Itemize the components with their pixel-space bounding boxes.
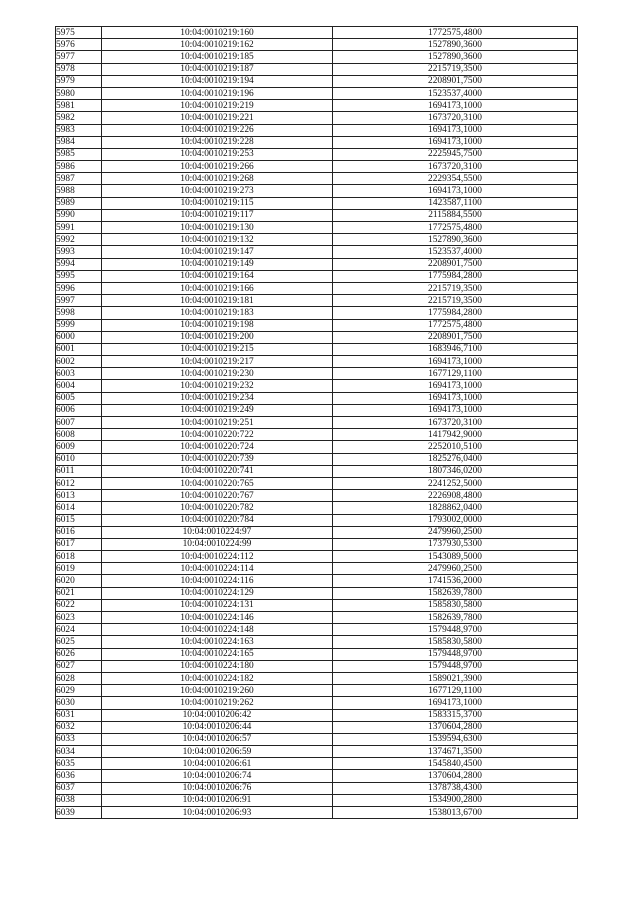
table-row	[56, 477, 578, 489]
row-number-cell: 5996	[56, 282, 102, 294]
table-row	[56, 575, 578, 587]
row-number-cell: 6007	[56, 417, 102, 429]
cadastral-value-cell: 1775984,2800	[333, 307, 578, 319]
cadastral-value-cell: 1793002,0000	[333, 514, 578, 526]
row-number-cell: 5987	[56, 173, 102, 185]
cadastral-number-cell: 10:04:0010219:228	[102, 136, 333, 148]
table-row	[56, 794, 578, 806]
row-number-cell: 6006	[56, 404, 102, 416]
cadastral-number-cell: 10:04:0010219:200	[102, 331, 333, 343]
cadastral-value-cell: 2229354,5500	[333, 173, 578, 185]
cadastral-number-cell: 10:04:0010219:253	[102, 148, 333, 160]
cadastral-value-cell: 1585830,5800	[333, 599, 578, 611]
row-number-cell: 6000	[56, 331, 102, 343]
cadastral-number-cell: 10:04:0010219:249	[102, 404, 333, 416]
row-number-cell: 6029	[56, 685, 102, 697]
table-row	[56, 63, 578, 75]
table-row	[56, 270, 578, 282]
cadastral-number-cell: 10:04:0010219:164	[102, 270, 333, 282]
row-number-cell: 5977	[56, 51, 102, 63]
table-row	[56, 758, 578, 770]
cadastral-number-cell: 10:04:0010220:722	[102, 429, 333, 441]
table-row	[56, 770, 578, 782]
row-number-cell: 6018	[56, 551, 102, 563]
row-number-cell: 6014	[56, 502, 102, 514]
table-row	[56, 624, 578, 636]
cadastral-value-cell: 2226908,4800	[333, 490, 578, 502]
table-row	[56, 709, 578, 721]
cadastral-number-cell: 10:04:0010219:266	[102, 161, 333, 173]
cadastral-value-cell: 1825276,0400	[333, 453, 578, 465]
cadastral-number-cell: 10:04:0010224:180	[102, 660, 333, 672]
row-number-cell: 5979	[56, 75, 102, 87]
cadastral-number-cell: 10:04:0010219:260	[102, 685, 333, 697]
row-number-cell: 6030	[56, 697, 102, 709]
cadastral-number-cell: 10:04:0010206:44	[102, 721, 333, 733]
row-number-cell: 5992	[56, 234, 102, 246]
cadastral-number-cell: 10:04:0010219:160	[102, 27, 333, 39]
table-row	[56, 356, 578, 368]
table-row	[56, 502, 578, 514]
table-row	[56, 319, 578, 331]
cadastral-value-cell: 1775984,2800	[333, 270, 578, 282]
cadastral-value-cell: 1378738,4300	[333, 782, 578, 794]
table-row	[56, 100, 578, 112]
row-number-cell: 6033	[56, 733, 102, 745]
table-row	[56, 295, 578, 307]
row-number-cell: 6034	[56, 746, 102, 758]
cadastral-value-cell: 1539594,6300	[333, 733, 578, 745]
cadastral-number-cell: 10:04:0010224:146	[102, 612, 333, 624]
cadastral-number-cell: 10:04:0010219:147	[102, 246, 333, 258]
cadastral-value-cell: 1585830,5800	[333, 636, 578, 648]
cadastral-value-cell: 1543089,5000	[333, 551, 578, 563]
table-row	[56, 563, 578, 575]
table-row	[56, 648, 578, 660]
row-number-cell: 6020	[56, 575, 102, 587]
row-number-cell: 6036	[56, 770, 102, 782]
cadastral-value-cell: 1523537,4000	[333, 87, 578, 99]
cadastral-value-cell: 2252010,5100	[333, 441, 578, 453]
cadastral-value-cell: 2208901,7500	[333, 331, 578, 343]
row-number-cell: 5993	[56, 246, 102, 258]
row-number-cell: 5989	[56, 197, 102, 209]
table-row	[56, 112, 578, 124]
row-number-cell: 5990	[56, 209, 102, 221]
table-row	[56, 636, 578, 648]
row-number-cell: 6004	[56, 380, 102, 392]
cadastral-number-cell: 10:04:0010219:183	[102, 307, 333, 319]
cadastral-value-cell: 1534900,2800	[333, 794, 578, 806]
row-number-cell: 5983	[56, 124, 102, 136]
cadastral-value-cell: 1370604,2800	[333, 721, 578, 733]
cadastral-number-cell: 10:04:0010224:165	[102, 648, 333, 660]
cadastral-value-cell: 2215719,3500	[333, 282, 578, 294]
row-number-cell: 5995	[56, 270, 102, 282]
table-row	[56, 343, 578, 355]
cadastral-number-cell: 10:04:0010206:61	[102, 758, 333, 770]
cadastral-value-cell: 1677129,1100	[333, 368, 578, 380]
cadastral-number-cell: 10:04:0010219:187	[102, 63, 333, 75]
row-number-cell: 6024	[56, 624, 102, 636]
cadastral-value-cell: 1694173,1000	[333, 356, 578, 368]
cadastral-number-cell: 10:04:0010220:741	[102, 465, 333, 477]
cadastral-number-cell: 10:04:0010224:148	[102, 624, 333, 636]
cadastral-number-cell: 10:04:0010219:117	[102, 209, 333, 221]
cadastral-number-cell: 10:04:0010224:112	[102, 551, 333, 563]
row-number-cell: 6022	[56, 599, 102, 611]
row-number-cell: 5980	[56, 87, 102, 99]
cadastral-number-cell: 10:04:0010206:57	[102, 733, 333, 745]
row-number-cell: 5991	[56, 222, 102, 234]
table-row	[56, 161, 578, 173]
cadastral-number-cell: 10:04:0010219:226	[102, 124, 333, 136]
cadastral-value-cell: 1370604,2800	[333, 770, 578, 782]
cadastral-number-cell: 10:04:0010219:251	[102, 417, 333, 429]
row-number-cell: 6025	[56, 636, 102, 648]
cadastral-value-cell: 1673720,3100	[333, 161, 578, 173]
table-row	[56, 282, 578, 294]
table-row	[56, 75, 578, 87]
row-number-cell: 6005	[56, 392, 102, 404]
cadastral-value-cell: 1694173,1000	[333, 136, 578, 148]
table-row	[56, 514, 578, 526]
row-number-cell: 5981	[56, 100, 102, 112]
cadastral-number-cell: 10:04:0010219:198	[102, 319, 333, 331]
row-number-cell: 5975	[56, 27, 102, 39]
row-number-cell: 5976	[56, 39, 102, 51]
table-row	[56, 124, 578, 136]
row-number-cell: 5997	[56, 295, 102, 307]
table-row	[56, 368, 578, 380]
row-number-cell: 6021	[56, 587, 102, 599]
cadastral-number-cell: 10:04:0010220:767	[102, 490, 333, 502]
cadastral-value-cell: 1673720,3100	[333, 112, 578, 124]
row-number-cell: 6017	[56, 538, 102, 550]
cadastral-value-cell: 1694173,1000	[333, 392, 578, 404]
cadastral-number-cell: 10:04:0010224:129	[102, 587, 333, 599]
row-number-cell: 5984	[56, 136, 102, 148]
cadastral-value-cell: 2215719,3500	[333, 63, 578, 75]
cadastral-number-cell: 10:04:0010224:131	[102, 599, 333, 611]
cadastral-value-cell: 1374671,3500	[333, 746, 578, 758]
cadastral-value-cell: 1694173,1000	[333, 100, 578, 112]
cadastral-number-cell: 10:04:0010219:162	[102, 39, 333, 51]
cadastral-number-cell: 10:04:0010224:99	[102, 538, 333, 550]
table-row	[56, 672, 578, 684]
table-row	[56, 173, 578, 185]
cadastral-value-cell: 1737930,5300	[333, 538, 578, 550]
cadastral-value-cell: 1673720,3100	[333, 417, 578, 429]
cadastral-number-cell: 10:04:0010220:765	[102, 477, 333, 489]
table-row	[56, 453, 578, 465]
cadastral-value-table	[55, 26, 578, 819]
cadastral-number-cell: 10:04:0010219:232	[102, 380, 333, 392]
cadastral-value-cell: 1772575,4800	[333, 319, 578, 331]
table-row	[56, 222, 578, 234]
row-number-cell: 6013	[56, 490, 102, 502]
table-row	[56, 660, 578, 672]
row-number-cell: 5986	[56, 161, 102, 173]
cadastral-number-cell: 10:04:0010224:182	[102, 672, 333, 684]
table-row	[56, 307, 578, 319]
cadastral-value-cell: 1527890,3600	[333, 234, 578, 246]
table-row	[56, 733, 578, 745]
row-number-cell: 6009	[56, 441, 102, 453]
table-row	[56, 197, 578, 209]
row-number-cell: 6026	[56, 648, 102, 660]
cadastral-value-cell: 2225945,7500	[333, 148, 578, 160]
cadastral-number-cell: 10:04:0010219:196	[102, 87, 333, 99]
table-row	[56, 209, 578, 221]
table-row	[56, 490, 578, 502]
cadastral-value-cell: 1582639,7800	[333, 587, 578, 599]
table-row	[56, 429, 578, 441]
cadastral-number-cell: 10:04:0010219:181	[102, 295, 333, 307]
cadastral-value-cell: 1694173,1000	[333, 697, 578, 709]
row-number-cell: 6032	[56, 721, 102, 733]
cadastral-value-cell: 1527890,3600	[333, 39, 578, 51]
cadastral-number-cell: 10:04:0010220:739	[102, 453, 333, 465]
cadastral-value-cell: 1694173,1000	[333, 404, 578, 416]
table-row	[56, 807, 578, 819]
table-row	[56, 234, 578, 246]
cadastral-value-cell: 1694173,1000	[333, 185, 578, 197]
row-number-cell: 5998	[56, 307, 102, 319]
cadastral-value-cell: 1423587,1100	[333, 197, 578, 209]
row-number-cell: 6028	[56, 672, 102, 684]
cadastral-value-cell: 1772575,4800	[333, 27, 578, 39]
cadastral-number-cell: 10:04:0010224:163	[102, 636, 333, 648]
table-row	[56, 185, 578, 197]
row-number-cell: 6039	[56, 807, 102, 819]
cadastral-value-cell: 1582639,7800	[333, 612, 578, 624]
cadastral-number-cell: 10:04:0010219:115	[102, 197, 333, 209]
table-row	[56, 587, 578, 599]
table-row	[56, 39, 578, 51]
row-number-cell: 6015	[56, 514, 102, 526]
table-row	[56, 612, 578, 624]
cadastral-number-cell: 10:04:0010219:230	[102, 368, 333, 380]
cadastral-value-cell: 1828862,0400	[333, 502, 578, 514]
table-row	[56, 599, 578, 611]
cadastral-number-cell: 10:04:0010224:116	[102, 575, 333, 587]
cadastral-value-cell: 1583315,3700	[333, 709, 578, 721]
table-row	[56, 782, 578, 794]
cadastral-number-cell: 10:04:0010219:132	[102, 234, 333, 246]
cadastral-value-cell: 1538013,6700	[333, 807, 578, 819]
cadastral-number-cell: 10:04:0010206:42	[102, 709, 333, 721]
row-number-cell: 6012	[56, 477, 102, 489]
table-row	[56, 538, 578, 550]
row-number-cell: 5982	[56, 112, 102, 124]
cadastral-number-cell: 10:04:0010219:166	[102, 282, 333, 294]
cadastral-value-cell: 1579448,9700	[333, 660, 578, 672]
cadastral-value-cell: 1772575,4800	[333, 222, 578, 234]
cadastral-number-cell: 10:04:0010219:234	[102, 392, 333, 404]
cadastral-value-cell: 1417942,9000	[333, 429, 578, 441]
cadastral-value-cell: 2115884,5500	[333, 209, 578, 221]
row-number-cell: 5978	[56, 63, 102, 75]
row-number-cell: 6008	[56, 429, 102, 441]
table-row	[56, 685, 578, 697]
row-number-cell: 6038	[56, 794, 102, 806]
cadastral-number-cell: 10:04:0010219:215	[102, 343, 333, 355]
table-row	[56, 526, 578, 538]
table-body	[56, 27, 578, 819]
table-row	[56, 148, 578, 160]
cadastral-value-cell: 1694173,1000	[333, 380, 578, 392]
table-row	[56, 465, 578, 477]
table-row	[56, 551, 578, 563]
cadastral-value-cell: 1523537,4000	[333, 246, 578, 258]
row-number-cell: 6037	[56, 782, 102, 794]
cadastral-number-cell: 10:04:0010224:97	[102, 526, 333, 538]
row-number-cell: 6027	[56, 660, 102, 672]
row-number-cell: 6003	[56, 368, 102, 380]
cadastral-value-cell: 1677129,1100	[333, 685, 578, 697]
cadastral-number-cell: 10:04:0010206:59	[102, 746, 333, 758]
row-number-cell: 5994	[56, 258, 102, 270]
cadastral-number-cell: 10:04:0010206:76	[102, 782, 333, 794]
table-row	[56, 721, 578, 733]
table-row	[56, 380, 578, 392]
row-number-cell: 6031	[56, 709, 102, 721]
cadastral-value-cell: 2208901,7500	[333, 258, 578, 270]
cadastral-value-cell: 2215719,3500	[333, 295, 578, 307]
cadastral-number-cell: 10:04:0010220:784	[102, 514, 333, 526]
cadastral-value-cell: 1589021,3900	[333, 672, 578, 684]
cadastral-number-cell: 10:04:0010220:782	[102, 502, 333, 514]
cadastral-value-cell: 1694173,1000	[333, 124, 578, 136]
row-number-cell: 6023	[56, 612, 102, 624]
row-number-cell: 6010	[56, 453, 102, 465]
table-row	[56, 746, 578, 758]
table-row	[56, 697, 578, 709]
cadastral-value-cell: 1545840,4500	[333, 758, 578, 770]
row-number-cell: 5999	[56, 319, 102, 331]
table-row	[56, 246, 578, 258]
cadastral-number-cell: 10:04:0010219:273	[102, 185, 333, 197]
table-row	[56, 441, 578, 453]
cadastral-value-cell: 2241252,5000	[333, 477, 578, 489]
cadastral-value-cell: 1741536,2000	[333, 575, 578, 587]
table-row	[56, 51, 578, 63]
row-number-cell: 5988	[56, 185, 102, 197]
cadastral-number-cell: 10:04:0010224:114	[102, 563, 333, 575]
cadastral-number-cell: 10:04:0010206:93	[102, 807, 333, 819]
cadastral-number-cell: 10:04:0010219:262	[102, 697, 333, 709]
cadastral-number-cell: 10:04:0010219:268	[102, 173, 333, 185]
cadastral-value-cell: 2479960,2500	[333, 563, 578, 575]
cadastral-number-cell: 10:04:0010219:219	[102, 100, 333, 112]
table-row	[56, 404, 578, 416]
cadastral-value-cell: 1683946,7100	[333, 343, 578, 355]
row-number-cell: 6002	[56, 356, 102, 368]
cadastral-number-cell: 10:04:0010206:91	[102, 794, 333, 806]
table-row	[56, 392, 578, 404]
row-number-cell: 6011	[56, 465, 102, 477]
table-row	[56, 417, 578, 429]
cadastral-number-cell: 10:04:0010219:221	[102, 112, 333, 124]
row-number-cell: 6001	[56, 343, 102, 355]
cadastral-value-cell: 2479960,2500	[333, 526, 578, 538]
cadastral-number-cell: 10:04:0010219:130	[102, 222, 333, 234]
row-number-cell: 5985	[56, 148, 102, 160]
cadastral-value-cell: 1807346,0200	[333, 465, 578, 477]
cadastral-value-cell: 1527890,3600	[333, 51, 578, 63]
cadastral-value-cell: 1579448,9700	[333, 624, 578, 636]
table-row	[56, 331, 578, 343]
cadastral-number-cell: 10:04:0010219:194	[102, 75, 333, 87]
row-number-cell: 6035	[56, 758, 102, 770]
row-number-cell: 6016	[56, 526, 102, 538]
cadastral-number-cell: 10:04:0010206:74	[102, 770, 333, 782]
cadastral-number-cell: 10:04:0010219:217	[102, 356, 333, 368]
cadastral-value-cell: 2208901,7500	[333, 75, 578, 87]
cadastral-value-cell: 1579448,9700	[333, 648, 578, 660]
cadastral-number-cell: 10:04:0010220:724	[102, 441, 333, 453]
row-number-cell: 6019	[56, 563, 102, 575]
cadastral-number-cell: 10:04:0010219:149	[102, 258, 333, 270]
table-row	[56, 258, 578, 270]
cadastral-number-cell: 10:04:0010219:185	[102, 51, 333, 63]
table-row	[56, 136, 578, 148]
table-row	[56, 27, 578, 39]
table-row	[56, 87, 578, 99]
